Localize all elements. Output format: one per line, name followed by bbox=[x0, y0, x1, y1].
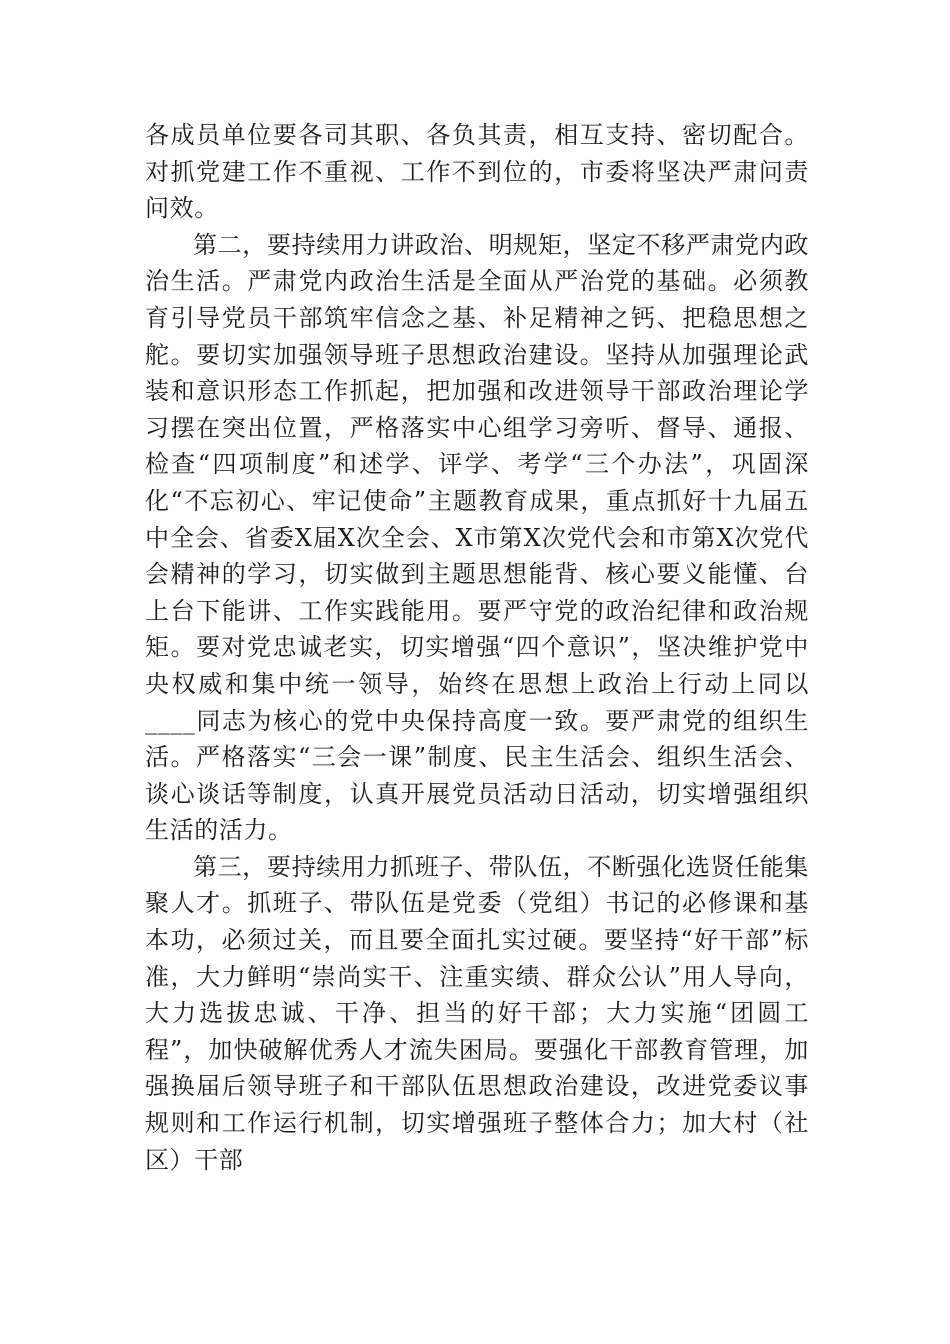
paragraph-third-point: 第三，要持续用力抓班子、带队伍，不断强化选贤任能集聚人才。抓班子、带队伍是党委（党组）书记的必修课和基本功，必须过关，而且要全面扎实过硬。要坚持“好干部”标准，大力鲜明“崇尚实干、注重实绩、群众公认”用人导向，大力选拔忠诚、干净、担当的好干部；大力实施“团圆工程”，加快破解优秀人才流失困局。要强化干部教育管理，加强换届后领导班子和干部队伍思想政治建设，改进党委议事规则和工作运行机制，切实增强班子整体合力；加大村（社区）干部 bbox=[145, 852, 809, 1174]
paragraph-second-point: 第二，要持续用力讲政治、明规矩，坚定不移严肃党内政治生活。严肃党内政治生活是全面从严治党的基础。必须教育引导党员干部筑牢信念之基、补足精神之钙、把稳思想之舵。要切实加强领导班子思想政治建设。坚持从加强理论武装和意识形态工作抓起，把加强和改进领导干部政治理论学习摆在突出位置，严格落实中心组学习旁听、督导、通报、检查“四项制度”和述学、评学、考学“三个办法”，巩固深化“不忘初心、牢记使命”主题教育成果，重点抓好十九届五中全会、省委X届X次全会、X市第X次党代会和市第X次党代会精神的学习，切实做到主题思想能背、核心要义能懂、台上台下能讲、工作实践能用。要严守党的政治纪律和政治规矩。要对党忠诚老实，切实增强“四个意识”，坚决维护党中央权威和集中统一领导，始终在思想上政治上行动上同以____同志为核心的党中央保持高度一致。要严肃党的组织生活。严格落实“三会一课”制度、民主生活会、组织生活会、谈心谈话等制度，认真开展党员活动日活动，切实增强组织生活的活力。 bbox=[145, 230, 809, 845]
paragraph-continuation: 各成员单位要各司其职、各负其责，相互支持、密切配合。对抓党建工作不重视、工作不到位的，市委将坚决严肃问责问效。 bbox=[145, 121, 809, 223]
document-body bbox=[145, 117, 809, 1178]
